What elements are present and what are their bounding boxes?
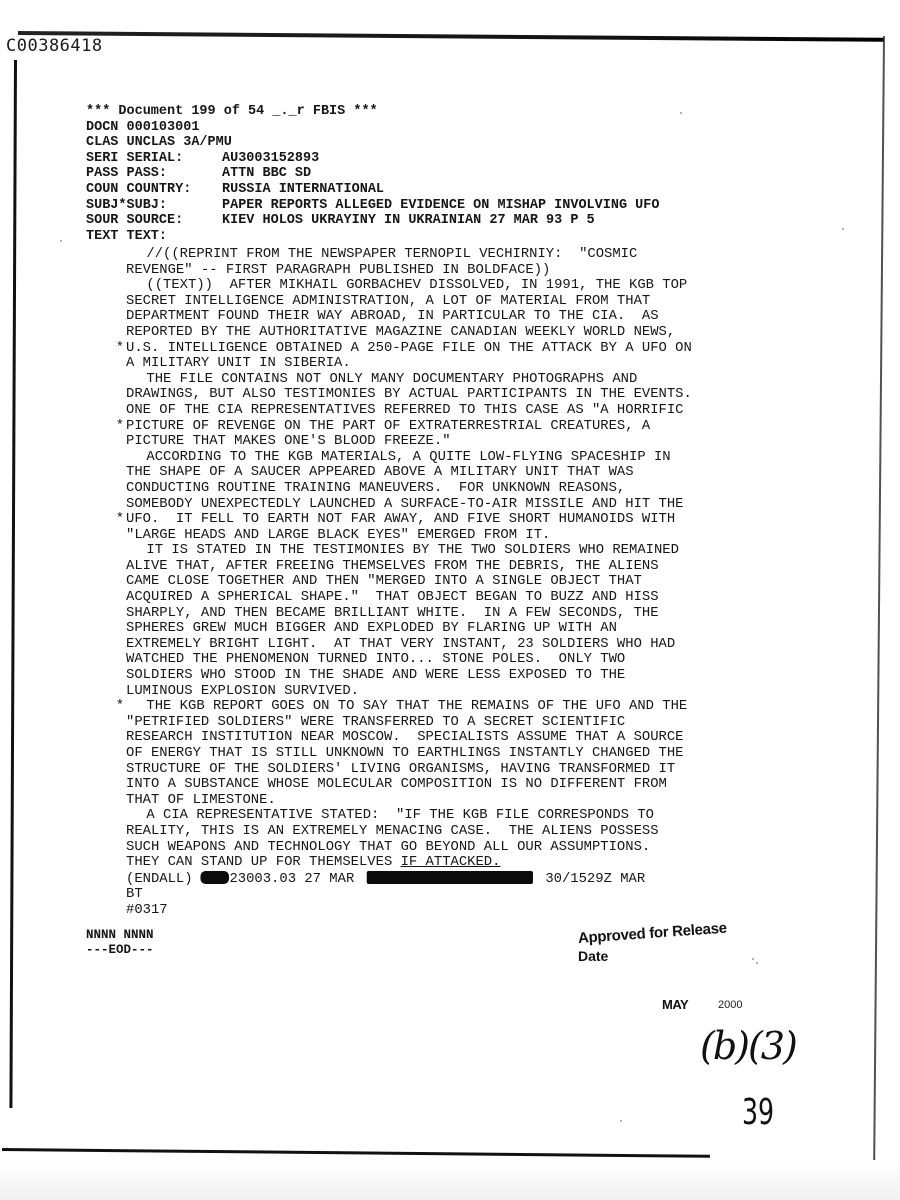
margin-asterisk-mark: *	[115, 512, 125, 528]
body-line	[126, 637, 692, 653]
document-id: C00386418	[6, 36, 103, 56]
body-text: SECRET INTELLIGENCE ADMINISTRATION, A LOT OF MATERIAL FROM THAT	[126, 293, 651, 309]
body-text: ((TEXT)) AFTER MIKHAIL GORBACHEV DISSOLVED, IN 1991, THE KGB TOP	[146, 278, 688, 294]
body-text: CONDUCTING ROUTINE TRAINING MANEUVERS. FOR UNKNOWN REASONS,	[126, 480, 626, 496]
body-text: UFO. IT FELL TO EARTH NOT FAR AWAY, AND FIVE SHORT HUMANOIDS WITH	[126, 512, 676, 528]
header-field-clas	[86, 135, 659, 151]
body-line	[126, 746, 692, 762]
scan-speck	[60, 240, 62, 242]
body-line	[126, 325, 692, 341]
body-text: THE FILE CONTAINS NOT ONLY MANY DOCUMENTARY PHOTOGRAPHS AND	[146, 371, 638, 387]
right-border-rule	[873, 36, 885, 1200]
bt-line: BT	[126, 887, 143, 903]
body-line	[126, 574, 692, 590]
field-key: SERI SERIAL:	[86, 150, 184, 166]
body-text: THEY CAN STAND UP FOR THEMSELVES	[126, 855, 401, 871]
body-text: A MILITARY UNIT IN SIBERIA.	[126, 356, 351, 372]
body-line	[126, 730, 692, 746]
body-text: "PETRIFIED SOLDIERS" WERE TRANSFERRED TO A SECRET SCIENTIFIC	[126, 714, 626, 730]
field-value: ATTN BBC SD	[222, 166, 312, 182]
page-bottom-shadow	[0, 1160, 900, 1200]
body-text: REVENGE" -- FIRST PARAGRAPH PUBLISHED IN BOLDFACE))	[126, 262, 551, 278]
eod-line: ---EOD---	[86, 943, 154, 957]
body-line	[126, 387, 692, 403]
body-line	[126, 497, 692, 513]
body-text: SUCH WEAPONS AND TECHNOLOGY THAT GO BEYOND ALL OUR ASSUMPTIONS.	[126, 839, 651, 855]
body-text: THAT OF LIMESTONE.	[126, 792, 276, 808]
field-value: RUSSIA INTERNATIONAL	[222, 181, 385, 197]
field-value: UNCLAS 3A/PMU	[126, 135, 232, 151]
body-line	[126, 263, 692, 279]
margin-asterisk-mark: *	[115, 418, 125, 434]
body-line	[126, 481, 692, 497]
body-line	[126, 559, 692, 575]
body-text: SOMEBODY UNEXPECTEDLY LAUNCHED A SURFACE-TO-AIR MISSILE AND HIT THE	[126, 496, 684, 512]
body-line	[126, 528, 692, 544]
body-text: ALIVE THAT, AFTER FREEING THEMSELVES FROM THE DEBRIS, THE ALIENS	[126, 558, 659, 574]
header-field-docn	[86, 120, 659, 136]
handwritten-page-number: 39	[742, 1092, 775, 1133]
body-text: DRAWINGS, BUT ALSO TESTIMONIES BY ACTUAL PARTICIPANTS IN THE EVENTS.	[126, 387, 692, 403]
body-text: REALITY, THIS IS AN EXTREMELY MENACING CASE. THE ALIENS POSSESS	[126, 823, 659, 839]
body-text: STRUCTURE OF THE SOLDIERS' LIVING ORGANISMS, HAVING TRANSFORMED IT	[126, 761, 676, 777]
scan-speck	[620, 1120, 622, 1122]
body-line	[126, 465, 692, 481]
body-text: INTO A SUBSTANCE WHOSE MOLECULAR COMPOSITION IS NO DIFFERENT FROM	[126, 777, 667, 793]
body-line	[115, 699, 692, 715]
body-line	[126, 403, 692, 419]
body-text: THE SHAPE OF A SAUCER APPEARED ABOVE A MILITARY UNIT THAT WAS	[126, 465, 634, 481]
body-line	[115, 418, 692, 435]
field-key: COUN COUNTRY:	[86, 181, 192, 197]
handwritten-exemption-code: (b)(3)	[700, 1024, 796, 1068]
body-text: CAME CLOSE TOGETHER AND THEN "MERGED INTO A SINGLE OBJECT THAT	[126, 574, 642, 590]
header-field-subject	[86, 198, 659, 214]
body-line	[126, 356, 692, 372]
field-key: SUBJ*SUBJ:	[86, 197, 168, 213]
field-key: DOCN	[86, 119, 119, 135]
body-text: ACCORDING TO THE KGB MATERIALS, A QUITE LOW-FLYING SPACESHIP IN	[146, 449, 671, 465]
message-number: #0317	[126, 902, 168, 918]
date-label: Date	[578, 948, 609, 964]
header-field-text	[86, 229, 659, 245]
endall-label: (ENDALL)	[126, 871, 201, 887]
body-text: THE KGB REPORT GOES ON TO SAY THAT THE REMAINS OF THE UFO AND THE	[146, 699, 688, 715]
body-line	[126, 824, 692, 840]
body-line	[126, 621, 692, 637]
body-lines	[115, 247, 692, 855]
body-line	[126, 278, 692, 294]
endall-reference: 23003.03 27 MAR	[229, 871, 363, 887]
document-header	[86, 104, 659, 244]
body-line	[126, 590, 692, 606]
nnnn-line: NNNN NNNN	[86, 928, 154, 942]
body-text: IT IS STATED IN THE TESTIMONIES BY THE TWO SOLDIERS WHO REMAINED	[146, 543, 679, 559]
document-body	[115, 247, 692, 919]
body-line	[126, 606, 692, 622]
field-key: SOUR SOURCE:	[86, 213, 184, 229]
scan-speck	[680, 112, 682, 114]
body-text: SHARPLY, AND THEN BECAME BRILLIANT WHITE. IN A FEW SECONDS, THE	[126, 605, 659, 621]
field-value: PAPER REPORTS ALLEGED EVIDENCE ON MISHAP INVOLVING UFO	[222, 197, 660, 213]
body-line	[126, 434, 692, 450]
document-title-line: *** Document 199 of 54 _._r FBIS ***	[86, 104, 378, 119]
body-text: //((REPRINT FROM THE NEWSPAPER TERNOPIL VECHIRNIY: "COSMIC	[146, 247, 638, 262]
body-line	[115, 512, 692, 528]
body-text: U.S. INTELLIGENCE OBTAINED A 250-PAGE FILE ON THE ATTACK BY A UFO ON	[126, 340, 692, 356]
body-text: EXTREMELY BRIGHT LIGHT. AT THAT VERY INSTANT, 23 SOLDIERS WHO HAD	[126, 636, 676, 652]
header-field-source	[86, 213, 659, 229]
body-text: WATCHED THE PHENOMENON TURNED INTO... STONE POLES. ONLY TWO	[126, 652, 626, 668]
scan-speck	[752, 958, 754, 960]
body-text: ACQUIRED A SPHERICAL SHAPE." THAT OBJECT BEGAN TO BUZZ AND HISS	[126, 590, 659, 606]
header-field-serial	[86, 151, 659, 167]
body-line	[126, 543, 692, 559]
field-value: AU3003152893	[222, 150, 320, 166]
body-line	[126, 668, 692, 684]
body-line	[126, 793, 692, 809]
body-line	[126, 652, 692, 668]
field-key: TEXT TEXT:	[86, 228, 168, 244]
body-text: LUMINOUS EXPLOSION SURVIVED.	[126, 683, 359, 699]
body-text: PICTURE THAT MAKES ONE'S BLOOD FREEZE."	[126, 434, 451, 450]
body-text: SPHERES GREW MUCH BIGGER AND EXPLODED BY FLARING UP WITH AN	[126, 621, 617, 637]
field-key: CLAS	[86, 135, 119, 151]
underlined-text: IF ATTACKED.	[400, 855, 501, 871]
scan-speck	[756, 962, 758, 964]
body-line-last	[126, 855, 692, 871]
body-text: RESEARCH INSTITUTION NEAR MOSCOW. SPECIALISTS ASSUME THAT A SOURCE	[126, 730, 684, 746]
body-text: "LARGE HEADS AND LARGE BLACK EYES" EMERGED FROM IT.	[126, 527, 551, 543]
endall-line	[126, 871, 692, 888]
left-margin-bar	[9, 60, 17, 1108]
header-field-country	[86, 182, 659, 198]
body-line	[126, 294, 692, 310]
header-field-pass	[86, 166, 659, 182]
body-line	[126, 808, 692, 824]
body-text: A CIA REPRESENTATIVE STATED: "IF THE KGB FILE CORRESPONDS TO	[146, 808, 654, 824]
field-key: PASS PASS:	[86, 166, 168, 182]
body-line	[115, 340, 692, 357]
redaction-block	[201, 871, 230, 884]
document-trailer	[86, 928, 154, 958]
release-stamp	[577, 919, 728, 964]
field-value: KIEV HOLOS UKRAYINY IN UKRAINIAN 27 MAR 93 P 5	[222, 213, 595, 229]
body-text: DEPARTMENT FOUND THEIR WAY ABROAD, IN PARTICULAR TO THE CIA. AS	[126, 309, 659, 325]
body-text: PICTURE OF REVENGE ON THE PART OF EXTRATERRESTRIAL CREATURES, A	[126, 418, 651, 434]
body-line	[126, 762, 692, 778]
margin-asterisk-mark: *	[115, 699, 125, 715]
stamp-year: 2000	[718, 999, 743, 1011]
body-line	[126, 372, 692, 388]
field-value: 000103001	[126, 119, 200, 135]
body-text: ONE OF THE CIA REPRESENTATIVES REFERRED TO THIS CASE AS "A HORRIFIC	[126, 402, 684, 418]
top-border-rule	[18, 31, 884, 42]
stamp-month: MAY	[662, 997, 689, 1012]
body-text: OF ENERGY THAT IS STILL UNKNOWN TO EARTHLINGS INSTANTLY CHANGED THE	[126, 746, 684, 761]
redaction-block	[367, 871, 533, 884]
margin-asterisk-mark: *	[115, 340, 125, 356]
bottom-border-rule	[2, 1148, 710, 1158]
body-line	[126, 684, 692, 700]
body-text: REPORTED BY THE AUTHORITATIVE MAGAZINE CANADIAN WEEKLY WORLD NEWS,	[126, 324, 676, 340]
endall-timestamp: 30/1529Z MAR	[537, 871, 646, 887]
body-line	[126, 309, 692, 325]
body-line	[126, 450, 692, 466]
body-line	[126, 840, 692, 856]
approved-for-release-label: Approved for Release	[577, 919, 728, 947]
body-line	[126, 247, 692, 263]
body-line	[126, 715, 692, 731]
scan-speck	[842, 228, 844, 230]
body-text: SOLDIERS WHO STOOD IN THE SHADE AND WERE LESS EXPOSED TO THE	[126, 668, 626, 684]
body-line	[126, 777, 692, 793]
